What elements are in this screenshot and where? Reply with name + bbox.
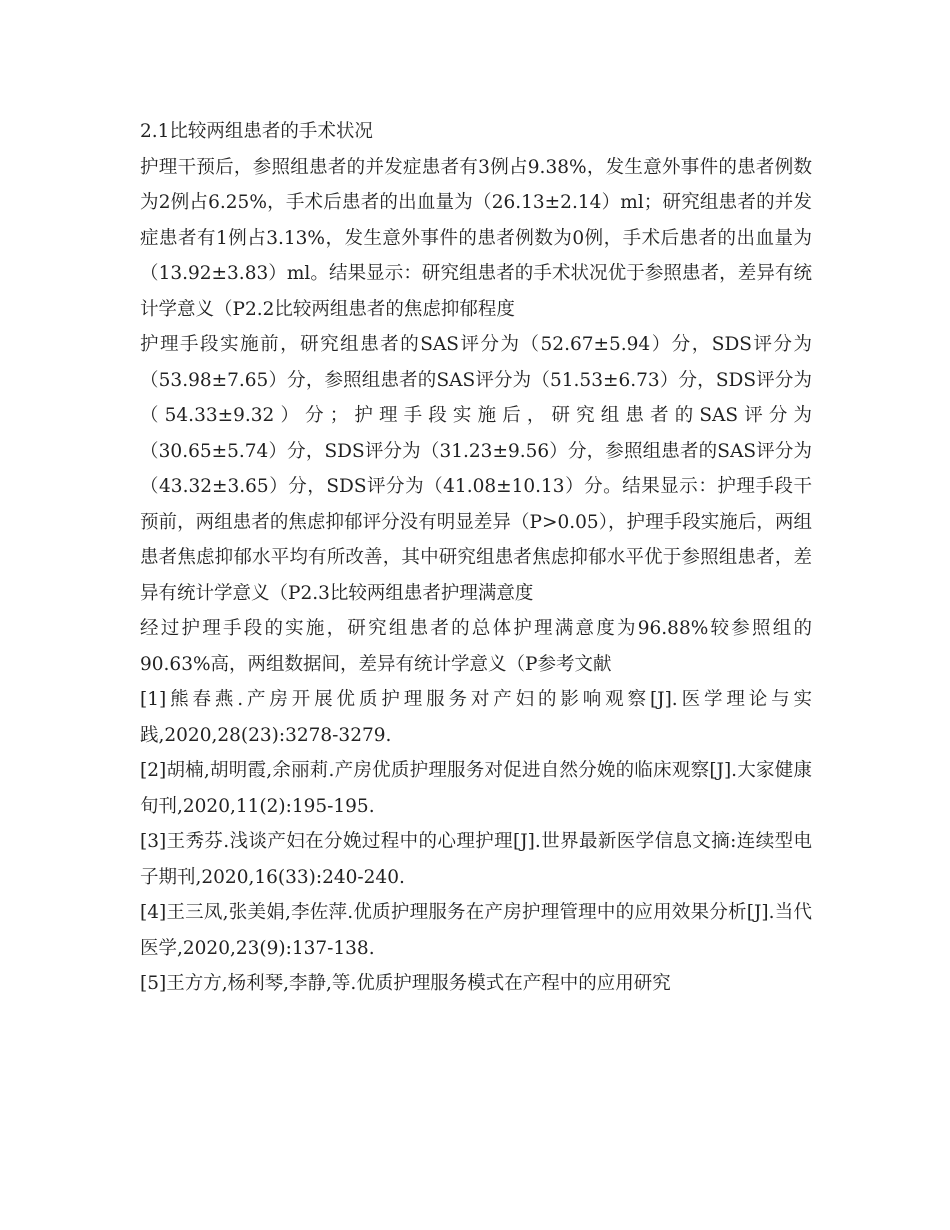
paragraph-anxiety-depression: 护理手段实施前，研究组患者的SAS评分为（52.67±5.94）分，SDS评分为（53.98±7.65）分，参照组患者的SAS评分为（51.53±6.73）分，SDS评分为（54.33±9.32）分；护理手段实施后，研究组患者的SAS评分为（30.65±5.74）分，SDS评分为（31.23±9.56）分，参照组患者的SAS评分为（43.32±3.65）分，SDS评分为（41.08±10.13）分。结果显示：护理手段干预前，两组患者的焦虑抑郁评分没有明显差异（P>0.05），护理手段实施后，两组患者焦虑抑郁水平均有所改善，其中研究组患者焦虑抑郁水平优于参照组患者，差异有统计学意义（P2.3比较两组患者护理满意度 bbox=[140, 334, 812, 604]
reference-item: [5]王方方,杨利琴,李静,等.优质护理服务模式在产程中的应用研究 bbox=[140, 973, 671, 994]
document-body bbox=[140, 114, 812, 1002]
section-heading-2-1: 2.1比较两组患者的手术状况 bbox=[140, 121, 373, 142]
reference-item: [1]熊春燕.产房开展优质护理服务对产妇的影响观察[J].医学理论与实践,2020,28(23):3278-3279. bbox=[140, 689, 812, 746]
paragraph-surgery-status: 护理干预后，参照组患者的并发症患者有3例占9.38%，发生意外事件的患者例数为2例占6.25%，手术后患者的出血量为（26.13±2.14）ml；研究组患者的并发症患者有1例占3.13%，发生意外事件的患者例数为0例，手术后患者的出血量为（13.92±3.83）ml。结果显示：研究组患者的手术状况优于参照患者，差异有统计学意义（P2.2比较两组患者的焦虑抑郁程度 bbox=[140, 156, 812, 320]
reference-item: [4]王三凤,张美娟,李佐萍.优质护理服务在产房护理管理中的应用效果分析[J].当代医学,2020,23(9):137-138. bbox=[140, 902, 812, 959]
reference-item: [2]胡楠,胡明霞,余丽莉.产房优质护理服务对促进自然分娩的临床观察[J].大家健康旬刊,2020,11(2):195-195. bbox=[140, 760, 812, 817]
paragraph-satisfaction: 经过护理手段的实施，研究组患者的总体护理满意度为96.88%较参照组的90.63%高，两组数据间，差异有统计学意义（P参考文献 bbox=[140, 618, 812, 675]
reference-item: [3]王秀芬.浅谈产妇在分娩过程中的心理护理[J].世界最新医学信息文摘:连续型电子期刊,2020,16(33):240-240. bbox=[140, 831, 812, 888]
